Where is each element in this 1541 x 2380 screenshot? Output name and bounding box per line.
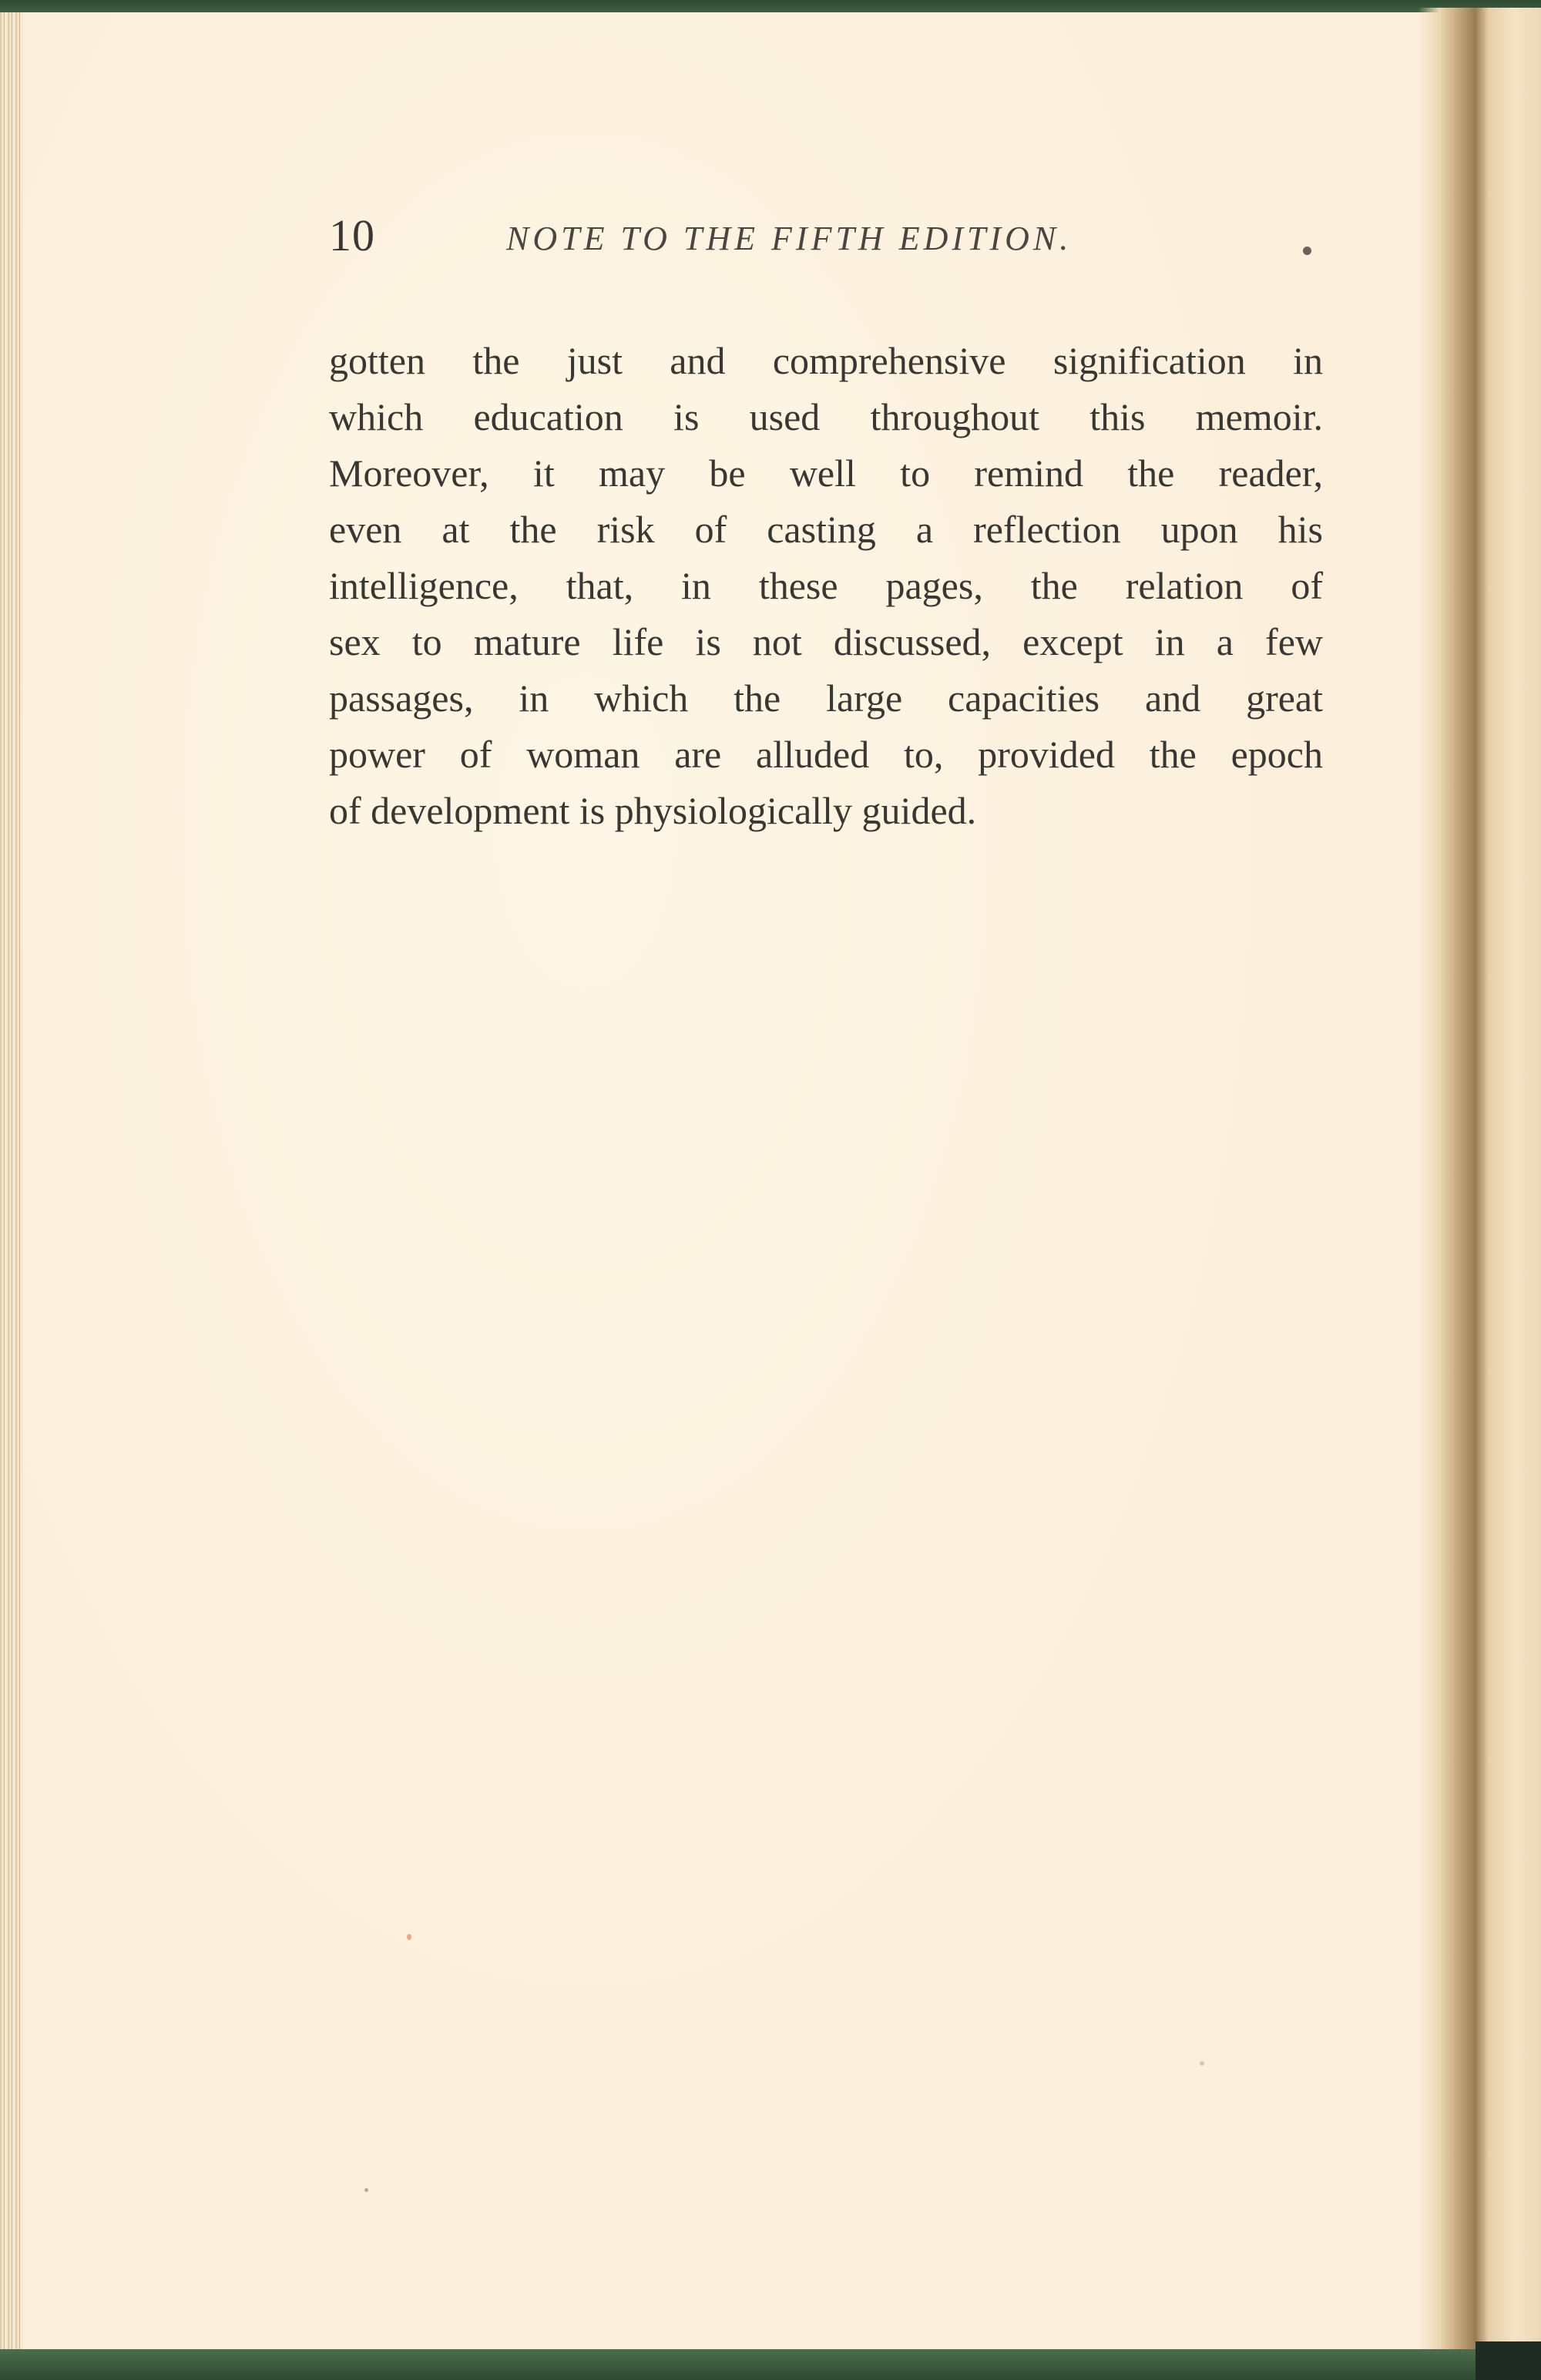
page-heading: NOTE TO THE FIFTH EDITION. [506,220,1073,257]
book-shadow [1476,2341,1541,2380]
body-paragraph [329,333,1323,839]
facing-page-edge [1476,8,1541,2358]
paper-speck [1200,2061,1204,2066]
text-line: which education is used throughout this memoir. [329,395,1323,438]
text-line: intelligence, that, in these pages, the relation of [329,564,1323,607]
text-line: sex to mature life is not discussed, except in a few [329,620,1323,663]
page-edges [0,12,23,2355]
text-line: passages, in which the large capacities and great [329,676,1323,720]
text-line: Moreover, it may be well to remind the reader, [329,451,1323,495]
running-head [329,210,1323,271]
text-line: of development is physiologically guided. [329,789,977,832]
page-number: 10 [329,210,375,260]
text-line: power of woman are alluded to, provided the epoch [329,733,1323,776]
text-line: gotten the just and comprehensive signification in [329,339,1323,382]
paper-speck [364,2188,368,2192]
text-line: even at the risk of casting a reflection upon his [329,508,1323,551]
page-gutter [1418,8,1479,2358]
book-cover-bottom [0,2349,1541,2380]
paper-speck [407,1934,411,1940]
ink-speck [1303,247,1311,255]
